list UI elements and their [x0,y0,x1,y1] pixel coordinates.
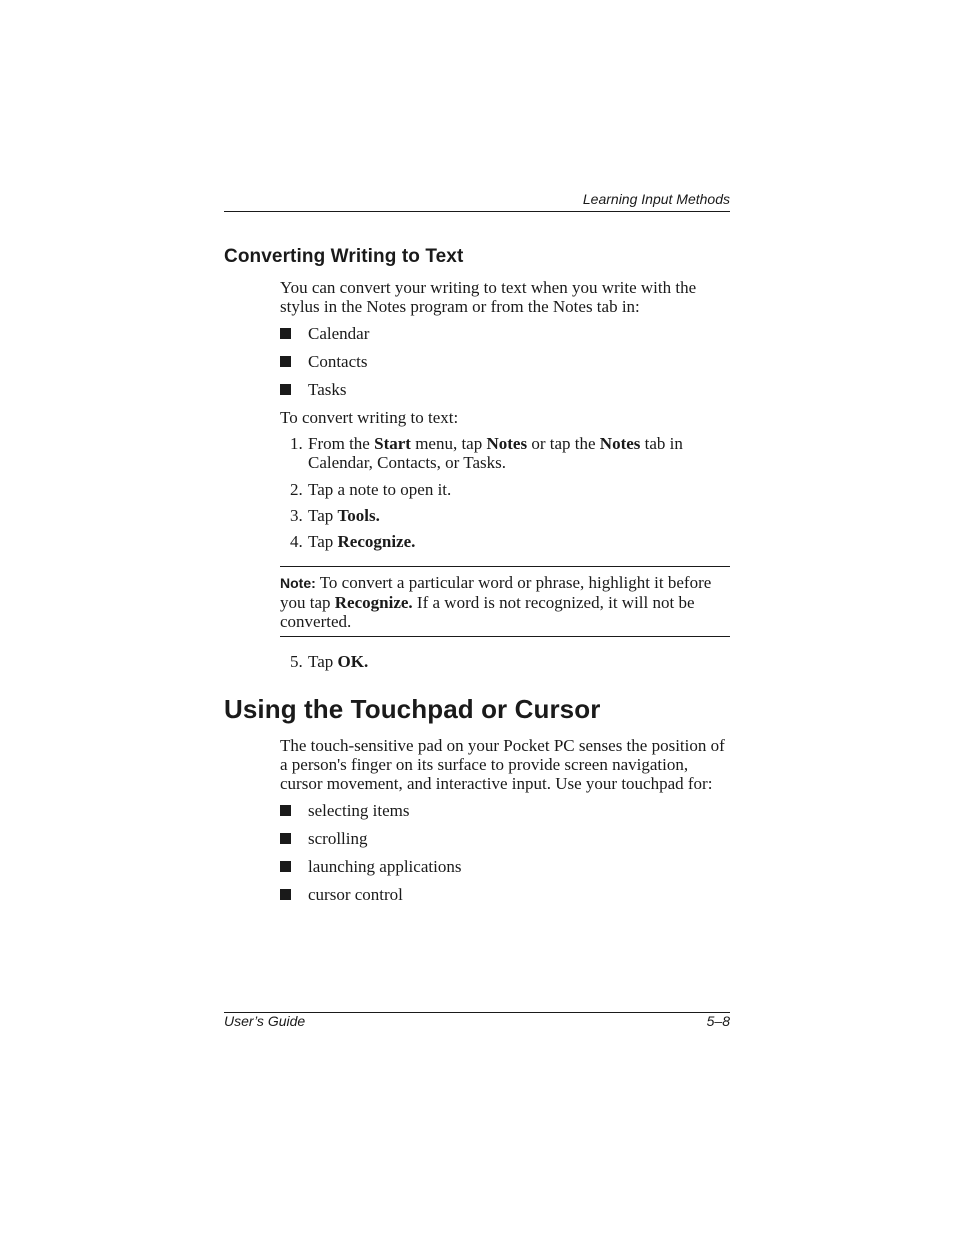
header-rule [224,211,730,212]
list-item-text: scrolling [308,829,368,848]
step-number: 2. [290,480,303,499]
step-item [280,480,732,499]
list-item-text: Calendar [308,324,370,343]
list-item-text: selecting items [308,801,410,820]
steps-lead: To convert writing to text: [280,408,459,427]
step-number: 1. [290,434,303,453]
section-heading-touchpad: Using the Touchpad or Cursor [224,694,601,724]
touchpad-intro-paragraph: The touch-sensitive pad on your Pocket PC senses the position of a person's finger on its surface to provide screen navigation, cursor movement, and interactive input. Use your touchpad for: [280,736,725,793]
step-number: 4. [290,532,303,551]
square-bullet-icon [280,805,291,816]
running-header: Learning Input Methods [582,191,730,207]
note-label: Note: [280,575,316,591]
square-bullet-icon [280,833,291,844]
step-number: 3. [290,506,303,525]
step-item [280,434,732,472]
step-item [280,532,732,551]
intro-paragraph: You can convert your writing to text when you write with the stylus in the Notes program or from the Notes tab in: [280,278,697,316]
step-text: Tap Recognize. [308,532,416,551]
square-bullet-icon [280,861,291,872]
note-block: Note: To convert a particular word or phrase, highlight it before you tap Recognize. If a word is not recognized, it will not be converted. [280,573,712,631]
step-text: Tap OK. [308,652,369,671]
square-bullet-icon [280,889,291,900]
step-text: From the Start menu, tap Notes or tap the Notes tab in Calendar, Contacts, or Tasks. [308,434,683,472]
step-item [280,652,732,671]
list-item-text: Contacts [308,352,368,371]
section-heading-converting: Converting Writing to Text [224,246,464,267]
step-number: 5. [290,652,303,671]
note-bottom-rule [280,636,730,637]
step-text: Tap a note to open it. [308,480,452,499]
step-text: Tap Tools. [308,506,380,525]
footer-guide-title: User’s Guide [224,1013,306,1029]
square-bullet-icon [280,328,291,339]
list-item-text: launching applications [308,857,462,876]
square-bullet-icon [280,356,291,367]
page-number: 5–8 [706,1013,730,1029]
list-item-text: Tasks [308,380,347,399]
note-top-rule [280,566,730,567]
list-item-text: cursor control [308,885,403,904]
step-item [280,506,732,525]
square-bullet-icon [280,384,291,395]
